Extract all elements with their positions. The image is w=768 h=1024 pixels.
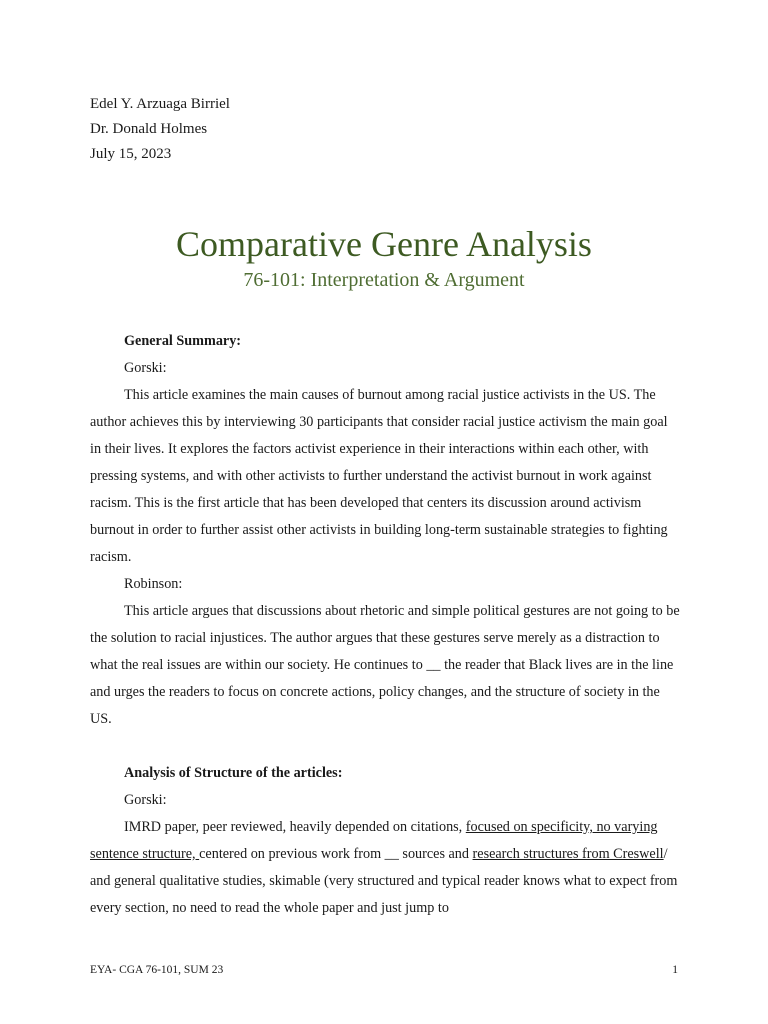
analysis-heading: Analysis of Structure of the articles: bbox=[124, 765, 343, 781]
document-title: Comparative Genre Analysis bbox=[176, 224, 592, 264]
header-block bbox=[90, 92, 230, 167]
summary-gorski-label: Gorski: bbox=[124, 360, 167, 376]
page-number: 1 bbox=[672, 964, 678, 976]
footer-label: EYA- CGA 76-101, SUM 23 bbox=[90, 964, 224, 976]
summary-robinson-paragraph: This article argues that discussions about rhetoric and simple political gestures are not going to be the solution to racial injustices. The author argues that these gestures serve merely as a distraction to what the real issues are within our society. He continues to __ the reader that Black lives are in the line and urges the readers to focus on concrete actions, policy changes, and the structure of society in the US. bbox=[90, 603, 680, 727]
summary-heading: General Summary: bbox=[124, 333, 242, 349]
paragraph-spacer bbox=[90, 733, 680, 760]
analysis-text-part-3: / and general qualitative studies, skimable (very structured and typical reader knows what to expect from every section, no need to read the whole paper and just jump to bbox=[90, 846, 678, 916]
analysis-gorski-label: Gorski: bbox=[124, 792, 167, 808]
author-name: Edel Y. Arzuaga Birriel bbox=[90, 96, 230, 112]
instructor-name: Dr. Donald Holmes bbox=[90, 121, 208, 137]
summary-robinson-label: Robinson: bbox=[124, 576, 183, 592]
summary-gorski-paragraph: This article examines the main causes of burnout among racial justice activists in the US. The author achieves this by interviewing 30 participants that consider racial justice activism the main goal in their lives. It explores the factors activist experience in their interactions within each other, with pressing systems, and with other activists to further understand the activist burnout in work against racism. This is the first article that has been developed that centers its discussion around activism burnout in order to further assist other activists in building long-term sustainable strategies to fighting racism. bbox=[90, 387, 668, 565]
analysis-gorski-paragraph bbox=[90, 814, 680, 922]
analysis-underlined-1: focused on specificity, no varying sentence structure, bbox=[90, 819, 658, 862]
analysis-text-part-1: IMRD paper, peer reviewed, heavily depended on citations, bbox=[124, 819, 466, 835]
analysis-underlined-2: research structures from Creswell bbox=[472, 846, 664, 862]
analysis-text-part-2: centered on previous work from __ sources and bbox=[199, 846, 473, 862]
document-subtitle: 76-101: Interpretation & Argument bbox=[243, 269, 525, 291]
document-body bbox=[90, 328, 680, 922]
document-date: July 15, 2023 bbox=[90, 146, 172, 162]
